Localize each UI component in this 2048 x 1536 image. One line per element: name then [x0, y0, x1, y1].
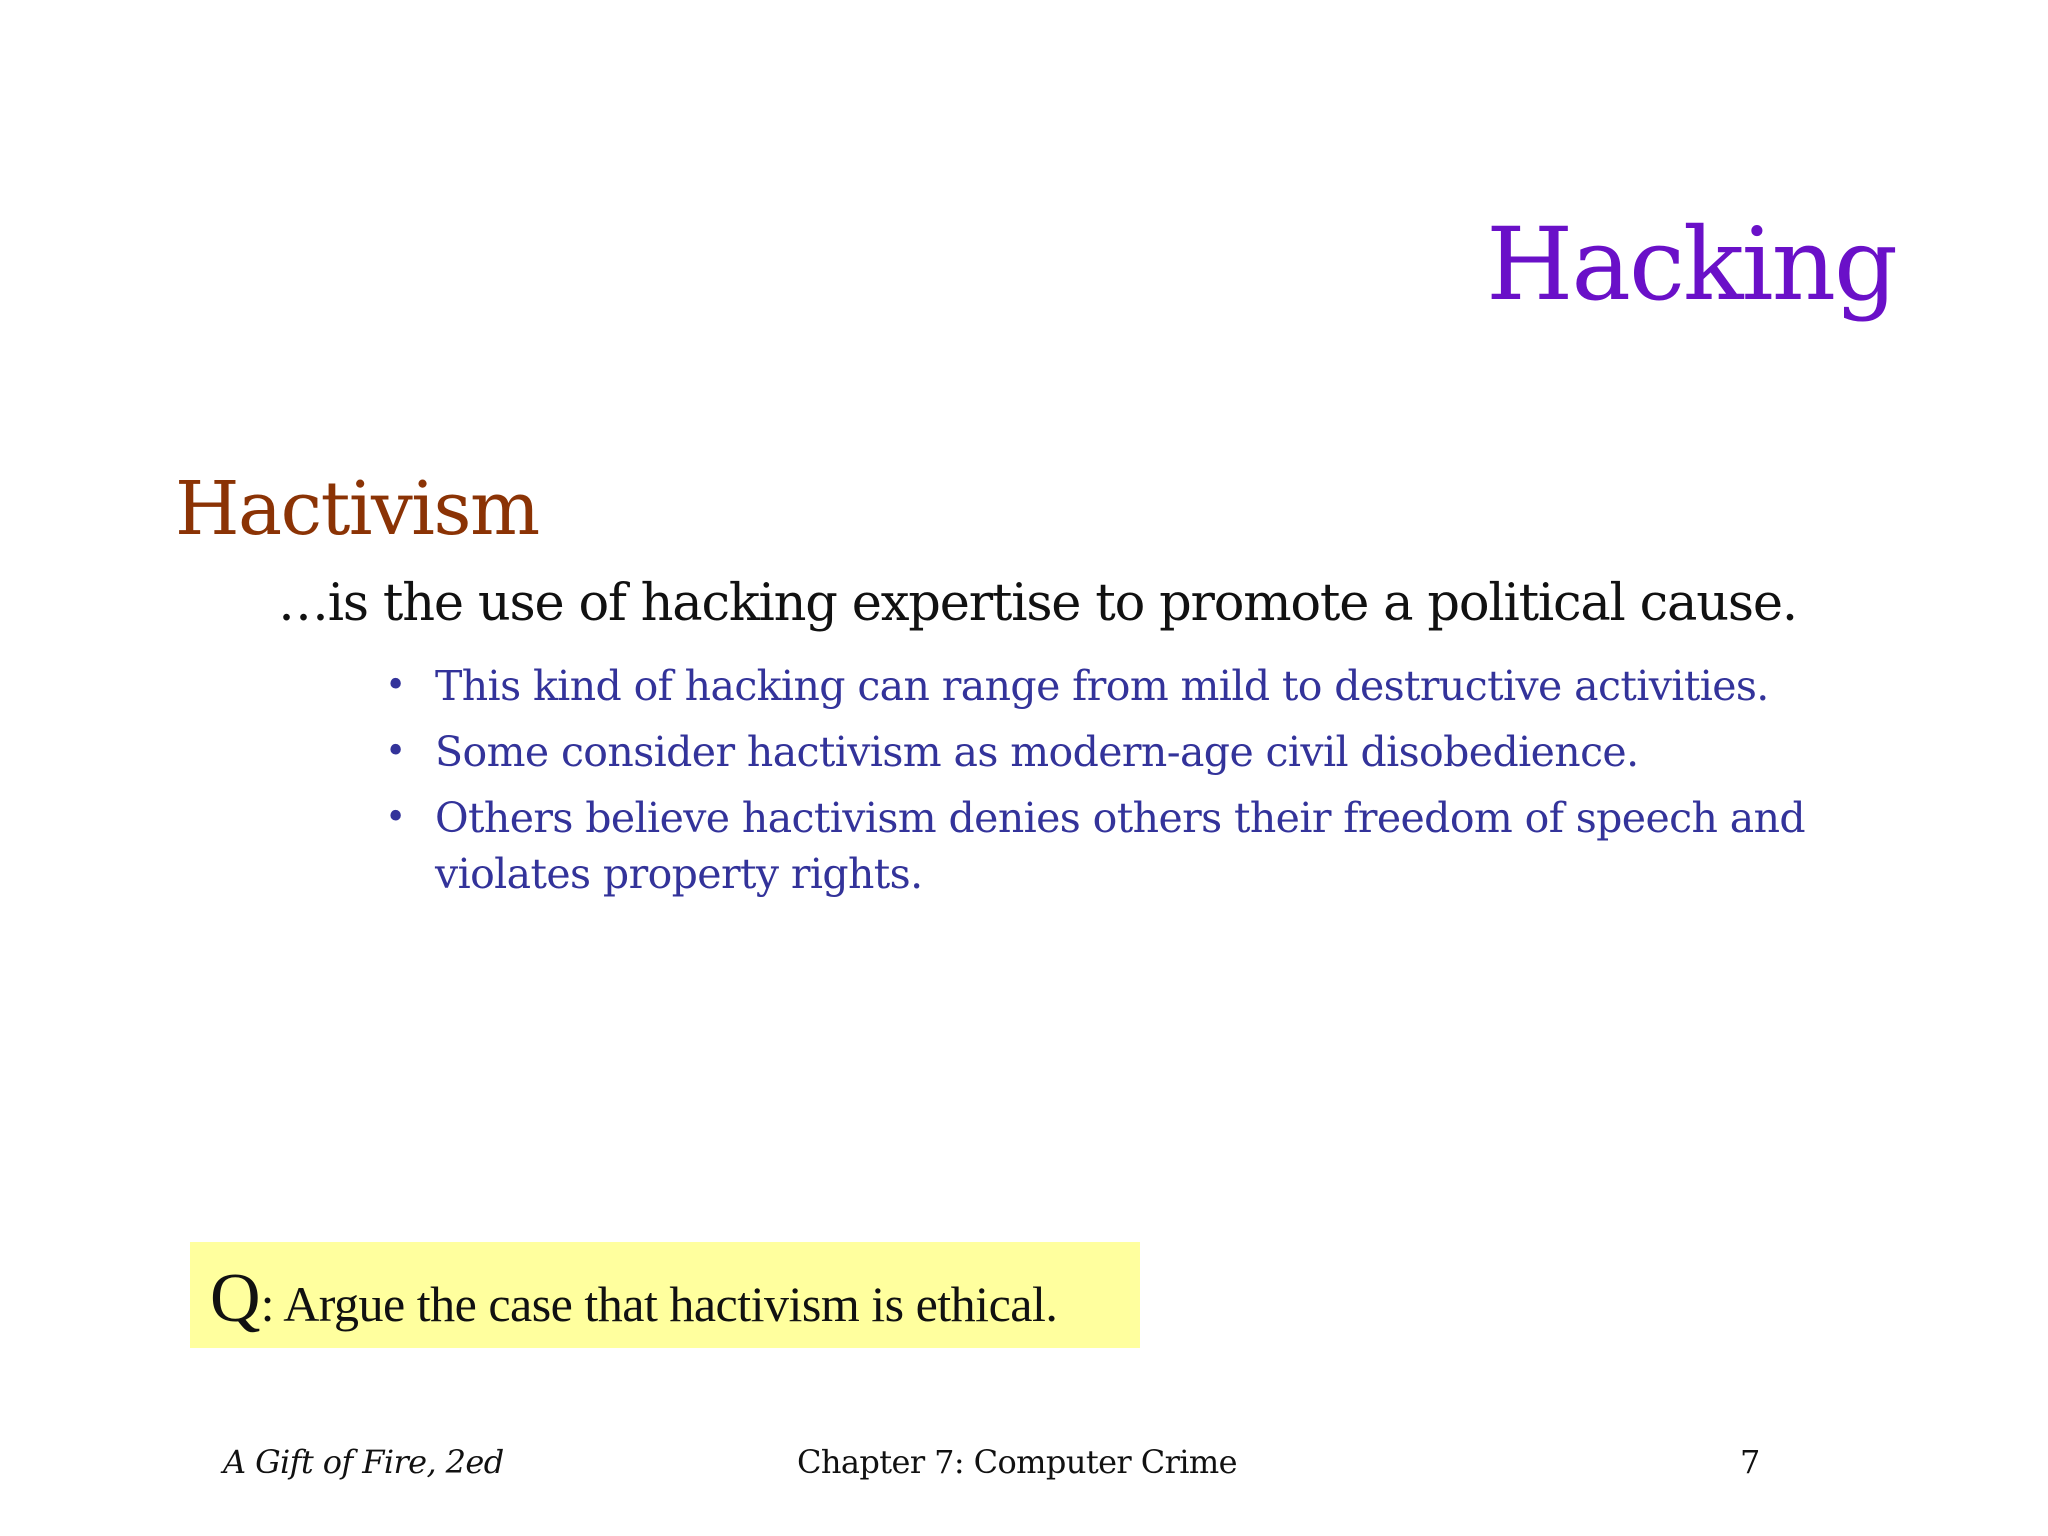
- question-text: [210, 1260, 1058, 1337]
- bullet-item: [385, 724, 1825, 780]
- bullet-list: [385, 658, 1825, 912]
- bullet-text: Others believe hactivism denies others their freedom of speech and violates property rights.: [435, 794, 1806, 898]
- question-highlight-box: [190, 1242, 1140, 1348]
- bullet-item: [385, 790, 1825, 902]
- question-letter: Q: [210, 1260, 261, 1337]
- bullet-dot-icon: •: [385, 731, 406, 772]
- slide-title: Hacking: [1486, 206, 1896, 323]
- section-heading: Hactivism: [175, 466, 539, 552]
- footer-page-number: 7: [1740, 1443, 1761, 1481]
- question-body: : Argue the case that hactivism is ethical.: [260, 1276, 1058, 1332]
- footer-chapter: Chapter 7: Computer Crime: [797, 1443, 1237, 1481]
- bullet-item: [385, 658, 1825, 714]
- bullet-dot-icon: •: [385, 665, 406, 706]
- bullet-text: Some consider hactivism as modern-age civil disobedience.: [435, 728, 1639, 776]
- bullet-text: This kind of hacking can range from mild to destructive activities.: [435, 662, 1769, 710]
- bullet-dot-icon: •: [385, 797, 406, 838]
- definition-text: …is the use of hacking expertise to promote a political cause.: [278, 574, 1797, 633]
- footer-book-title: A Gift of Fire, 2ed: [223, 1443, 504, 1481]
